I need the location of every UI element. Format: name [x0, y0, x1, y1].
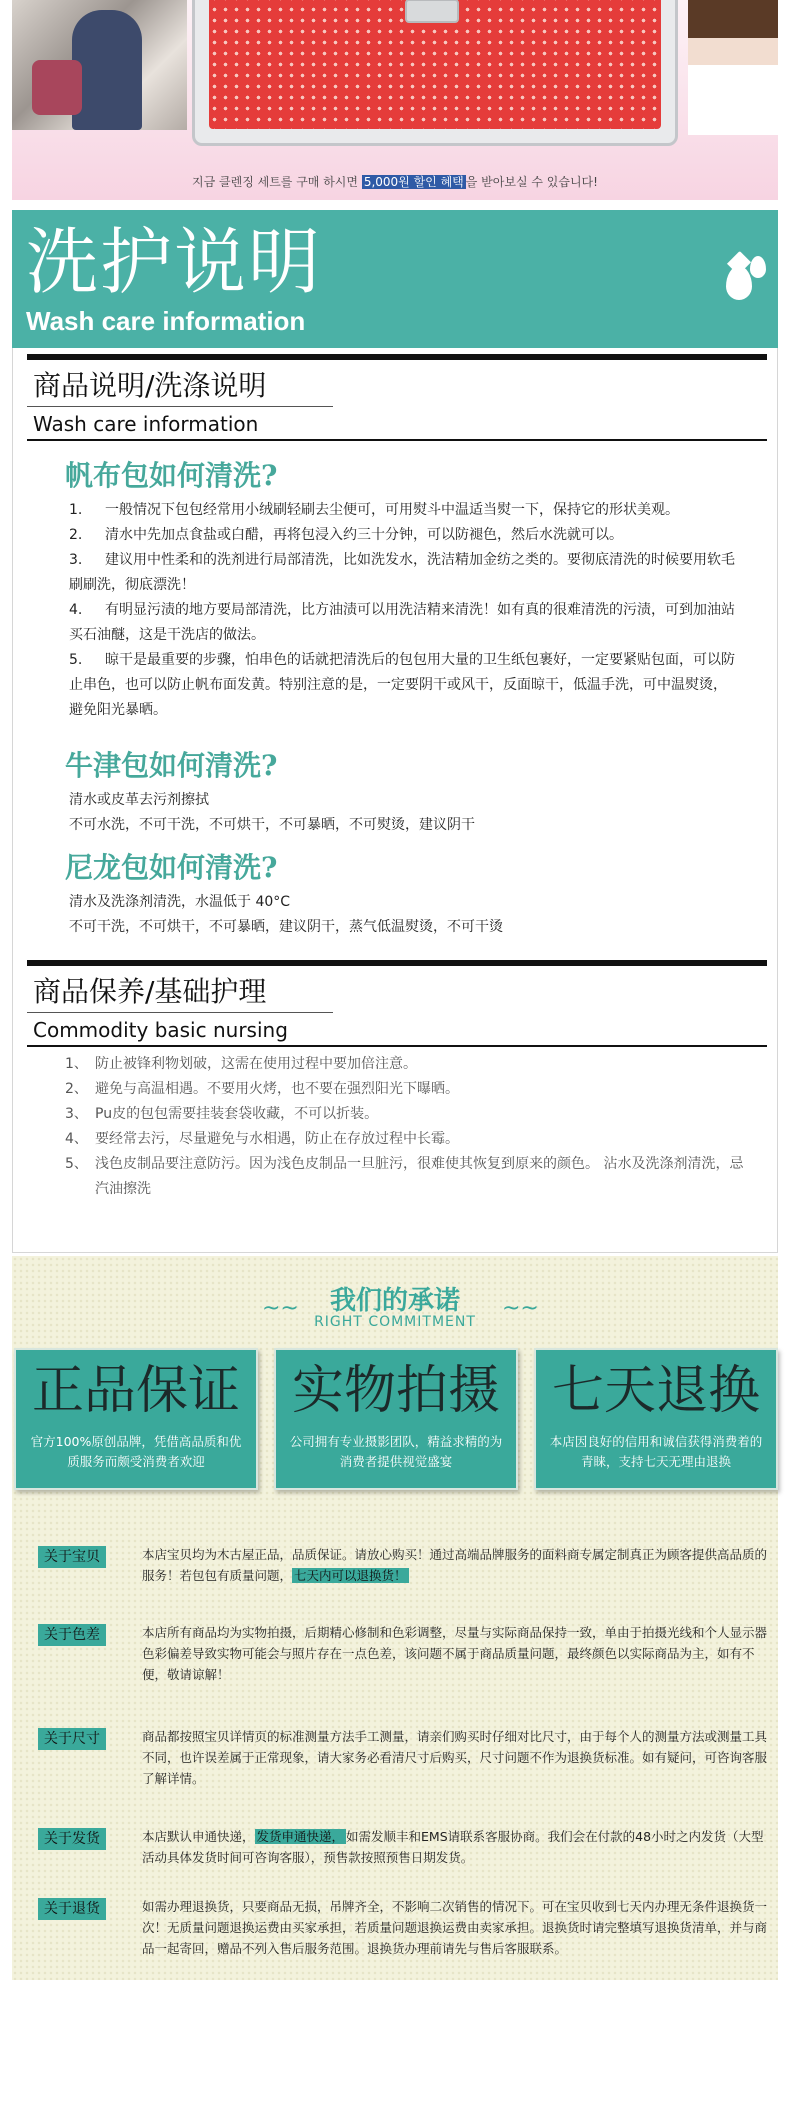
- wash-care-header: [12, 210, 778, 348]
- card-text: 本店因良好的信用和诚信获得消费着的青睐，支持七天无理由退换: [549, 1434, 763, 1469]
- card-heading: 实物拍摄: [291, 1361, 500, 1421]
- list-item: 3. 建议用中性柔和的洗剂进行局部清洗，比如洗发水，洗洁精加金纺之类的。要彻底清洗的时候要用软毛刷刷洗，彻底漂洗！: [69, 552, 735, 593]
- section-title-cn: 商品说明/洗涤说明: [27, 360, 333, 407]
- about-text: 本店默认申通快递， 发货申通快递， 如需发顺丰和EMS请联系客服协商。我们会在付款的48小时之内发货（大型活动具体发货时间可咨询客服），预售款按照预售日期发货。: [142, 1829, 764, 1865]
- about-tag: 关于发货: [38, 1828, 106, 1850]
- list-item: 1. 一般情况下包包经常用小绒刷轻刷去尘便可，可用熨斗中温适当熨一下，保持它的形状美观。: [69, 502, 679, 518]
- card-heading: 正品保证: [31, 1361, 240, 1421]
- swirl-left-icon: ~~: [262, 1296, 299, 1321]
- nylon-line-2: 不可干洗，不可烘干，不可暴晒，建议阴干，蒸气低温熨烫，不可干烫: [69, 919, 503, 935]
- section-header-product: [27, 354, 767, 441]
- promo-highlight: 5,000원 할인 혜택: [363, 175, 464, 189]
- oxford-wash-title: 牛津包如何清洗?: [65, 749, 278, 782]
- canvas-wash-list: [69, 498, 739, 723]
- oxford-wash-text: [69, 788, 739, 838]
- about-tag: 关于宝贝: [38, 1546, 106, 1568]
- promise-subtitle: RIGHT COMMITMENT: [314, 1314, 476, 1330]
- about-text: 本店宝贝均为木古屋正品，品质保证。请放心购买！通过高端品牌服务的面料商专属定制真正为顾客提供高品质的服务！若包包有质量问题， 七天内可以退换货！: [142, 1547, 768, 1583]
- top-banner: [12, 0, 778, 200]
- promo-text-post: 을 받아보실 수 있습니다!: [465, 175, 598, 189]
- oxford-line-1: 清水或皮革去污剂擦拭: [69, 792, 209, 808]
- promise-card-photo: [274, 1348, 518, 1490]
- section-title-en: Commodity basic nursing: [27, 1013, 767, 1047]
- swirl-right-icon: ~~: [502, 1296, 539, 1321]
- section-title-en: Wash care information: [27, 407, 767, 441]
- list-item: 5. 晾干是最重要的步骤，怕串色的话就把清洗后的包包用大量的卫生纸包裹好，一定要紧贴包面，可以防止串色，也可以防止帆布面发黄。特别注意的是，一定要阴干或风干，反面晾干，低温手洗，可中温熨烫，避免阳光暴晒。: [69, 652, 735, 718]
- list-item: 3、 Pu皮的包包需要挂装套袋收藏，不可以折装。: [65, 1106, 379, 1122]
- about-tag: 关于色差: [38, 1624, 106, 1646]
- about-text: 商品都按照宝贝详情页的标准测量方法手工测量，请亲们购买时仔细对比尺寸，由于每个人的测量方法或测量工具不同，也许误差属于正常现象，请大家务必看清尺寸后购买，尺寸问题不作为退换货标准。如有疑问，可咨询客服了解详情。: [142, 1729, 768, 1786]
- wash-care-content: [12, 348, 778, 1253]
- nursing-list: [65, 1052, 745, 1202]
- section-title-cn: 商品保养/基础护理: [27, 966, 333, 1013]
- case-lock: [405, 0, 459, 23]
- model-photo-left: [12, 0, 187, 130]
- about-text: 如需办理退换货，只要商品无损，吊牌齐全，不影响二次销售的情况下。可在宝贝收到七天内办理无条件退换货一次！无质量问题退换运费由买家承担，若质量问题退换运费由卖家承担。退换货时请完整填写退换货清单，并与商品一起寄回，赠品不列入售后服务范围。退换货办理前请先与售后客服联系。: [142, 1899, 768, 1956]
- list-item: 2. 清水中先加点食盐或白醋，再将包浸入约三十分钟，可以防褪色，然后水洗就可以。: [69, 527, 623, 543]
- wash-care-title-cn: 洗护说明: [26, 220, 323, 304]
- nylon-wash-title: 尼龙包如何清洗?: [65, 851, 278, 884]
- nylon-wash-text: [69, 890, 739, 940]
- card-text: 公司拥有专业摄影团队，精益求精的为消费者提供视觉盛宴: [289, 1434, 503, 1469]
- card-heading: 七天退换: [551, 1361, 760, 1421]
- list-item: 4、 要经常去污，尽量避免与水相遇，防止在存放过程中长霉。: [65, 1131, 459, 1147]
- card-text: 官方100%原创品牌，凭借高品质和优质服务而颇受消费者欢迎: [30, 1434, 242, 1469]
- promo-text-pre: 지금 클렌징 세트를 구매 하시면: [192, 175, 362, 189]
- water-drop-icon: [726, 266, 752, 300]
- promise-card-return: [534, 1348, 778, 1490]
- list-item: 2、 避免与高温相遇。不要用火烤，也不要在强烈阳光下曝晒。: [65, 1081, 459, 1097]
- cosmetic-case-image: [192, 0, 678, 146]
- canvas-wash-title: 帆布包如何清洗?: [65, 459, 278, 492]
- about-tag: 关于退货: [38, 1898, 106, 1920]
- list-item: 1、 防止被锋利物划破，这需在使用过程中要加倍注意。: [65, 1056, 417, 1072]
- nylon-line-1: 清水及洗涤剂清洗，水温低于 40°C: [69, 894, 291, 910]
- model-photo-right: [688, 0, 778, 135]
- wash-care-title-en: Wash care information: [26, 306, 306, 336]
- oxford-line-2: 不可水洗，不可干洗，不可烘干，不可暴晒，不可熨烫，建议阴干: [69, 817, 475, 833]
- promise-card-genuine: [14, 1348, 258, 1490]
- about-tag: 关于尺寸: [38, 1728, 106, 1750]
- about-text: 本店所有商品均为实物拍摄，后期精心修制和色彩调整，尽量与实际商品保持一致，单由于拍摄光线和个人显示器色彩偏差导致实物可能会与照片存在一点色差，该问题不属于商品质量问题，最终颜色以实际商品为主，如有不便，敬请谅解！: [142, 1625, 768, 1682]
- section-header-nursing: [27, 960, 767, 1047]
- list-item: 4. 有明显污渍的地方要局部清洗，比方油渍可以用洗洁精来清洗！如有真的很难清洗的污渍，可到加油站买石油醚，这是干洗店的做法。: [69, 602, 735, 643]
- list-item: 5、 浅色皮制品要注意防污。因为浅色皮制品一旦脏污，很难使其恢复到原来的颜色。 沾水及洗涤剂清洗，忌汽油擦洗: [65, 1156, 744, 1197]
- promise-title: 我们的承诺: [329, 1286, 460, 1316]
- korean-promo-text: [12, 173, 778, 190]
- water-drop-small-icon: [750, 256, 766, 278]
- promise-section: [12, 1256, 778, 1980]
